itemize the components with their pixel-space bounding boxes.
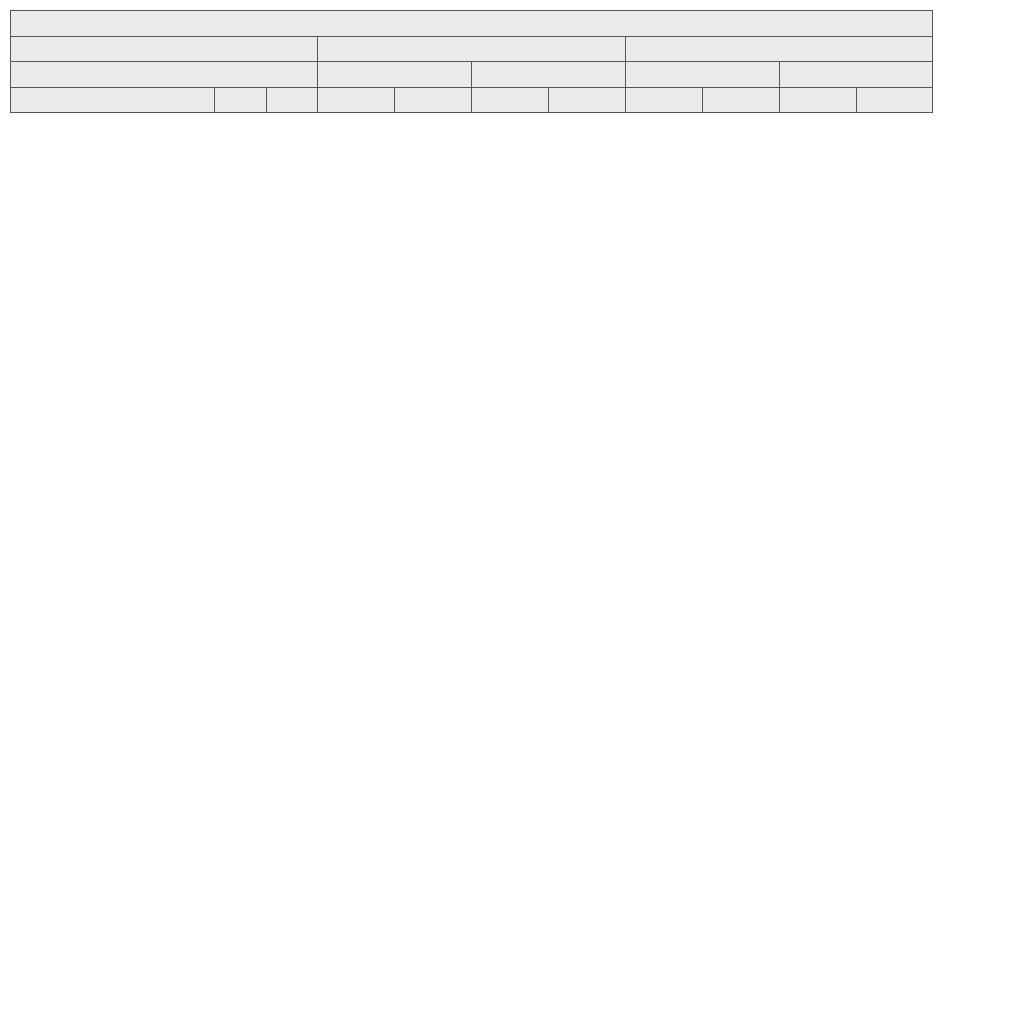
date-range [11,36,318,62]
column-header-freq [267,87,318,113]
mode-header [318,62,472,88]
mode-header [780,62,933,88]
group-row [11,36,933,62]
beam-header [780,87,857,113]
beam-header [549,87,626,113]
beam-header [472,87,549,113]
beam-header [857,87,933,113]
group-header-std [626,36,933,62]
colorbar [952,36,964,470]
colorbar-gradient [952,36,964,470]
beam-header [626,87,703,113]
table-title [11,11,933,37]
column-row [11,87,933,113]
site-info-header [11,62,318,88]
beam-header [703,87,780,113]
beam-header [395,87,472,113]
mode-row [11,62,933,88]
title-row [11,11,933,37]
column-header-id [215,87,267,113]
mode-header [472,62,626,88]
mode-header [626,62,780,88]
beam-header [318,87,395,113]
column-header-city [11,87,215,113]
stats-table [10,10,933,113]
group-header-average [318,36,626,62]
